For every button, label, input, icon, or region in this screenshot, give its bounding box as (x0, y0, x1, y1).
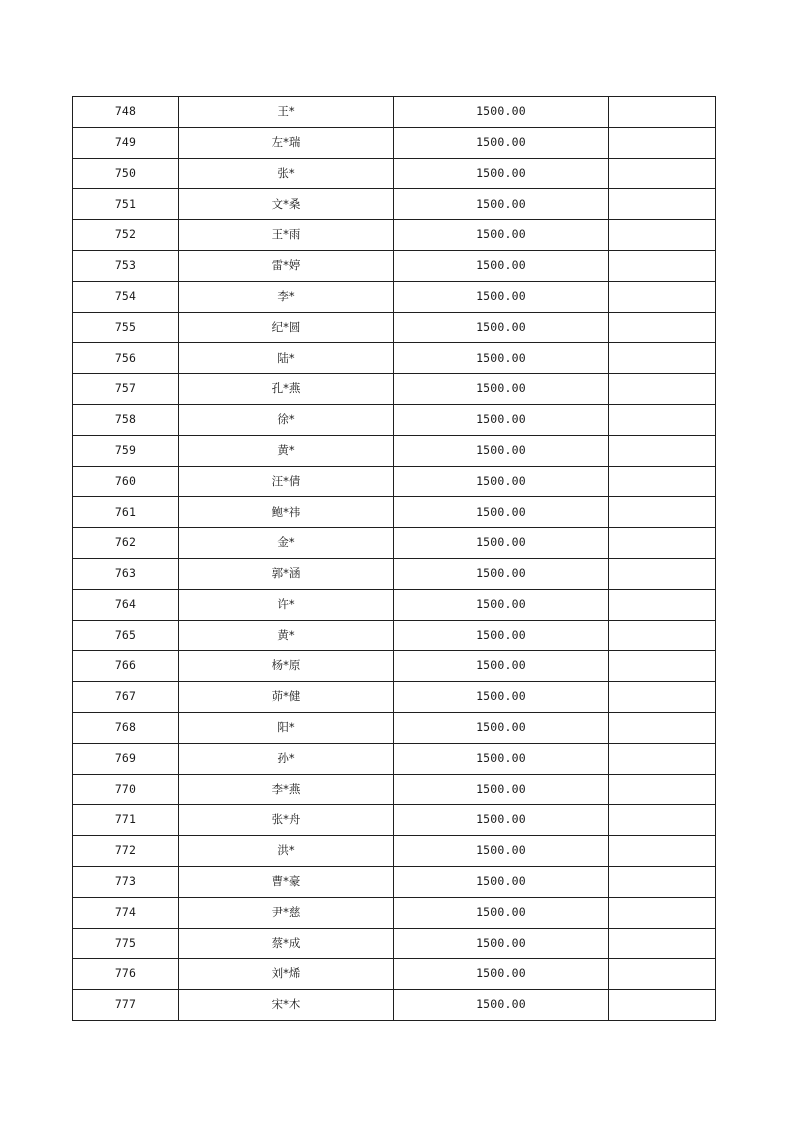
table-row (73, 589, 716, 620)
table-row (73, 497, 716, 528)
table-row (73, 959, 716, 990)
amount-cell: 1500.00 (394, 836, 609, 867)
row-number-cell: 765 (73, 620, 179, 651)
table-row (73, 712, 716, 743)
amount-cell: 1500.00 (394, 743, 609, 774)
amount-cell: 1500.00 (394, 435, 609, 466)
note-cell (609, 404, 716, 435)
note-cell (609, 959, 716, 990)
row-number-cell: 768 (73, 712, 179, 743)
row-number-cell: 761 (73, 497, 179, 528)
note-cell (609, 866, 716, 897)
amount-cell: 1500.00 (394, 281, 609, 312)
row-number-cell: 759 (73, 435, 179, 466)
amount-cell: 1500.00 (394, 220, 609, 251)
note-cell (609, 158, 716, 189)
table-row (73, 435, 716, 466)
row-number-cell: 775 (73, 928, 179, 959)
row-number-cell: 766 (73, 651, 179, 682)
name-cell: 蔡*成 (179, 928, 394, 959)
row-number-cell: 758 (73, 404, 179, 435)
name-cell: 金* (179, 528, 394, 559)
roster-table (72, 96, 716, 1021)
table-row (73, 743, 716, 774)
amount-cell: 1500.00 (394, 312, 609, 343)
name-cell: 黄* (179, 620, 394, 651)
note-cell (609, 620, 716, 651)
row-number-cell: 769 (73, 743, 179, 774)
table-row (73, 404, 716, 435)
amount-cell: 1500.00 (394, 558, 609, 589)
note-cell (609, 651, 716, 682)
row-number-cell: 749 (73, 127, 179, 158)
name-cell: 尹*慈 (179, 897, 394, 928)
table-row (73, 281, 716, 312)
note-cell (609, 836, 716, 867)
name-cell: 文*桑 (179, 189, 394, 220)
table-row (73, 558, 716, 589)
name-cell: 李* (179, 281, 394, 312)
name-cell: 鲍*祎 (179, 497, 394, 528)
note-cell (609, 743, 716, 774)
note-cell (609, 928, 716, 959)
note-cell (609, 897, 716, 928)
row-number-cell: 750 (73, 158, 179, 189)
note-cell (609, 435, 716, 466)
table-row (73, 127, 716, 158)
note-cell (609, 374, 716, 405)
name-cell: 郭*涵 (179, 558, 394, 589)
row-number-cell: 767 (73, 682, 179, 713)
amount-cell: 1500.00 (394, 158, 609, 189)
amount-cell: 1500.00 (394, 97, 609, 128)
row-number-cell: 762 (73, 528, 179, 559)
note-cell (609, 343, 716, 374)
note-cell (609, 682, 716, 713)
row-number-cell: 777 (73, 990, 179, 1021)
note-cell (609, 97, 716, 128)
note-cell (609, 589, 716, 620)
row-number-cell: 754 (73, 281, 179, 312)
amount-cell: 1500.00 (394, 620, 609, 651)
name-cell: 洪* (179, 836, 394, 867)
name-cell: 张*舟 (179, 805, 394, 836)
row-number-cell: 751 (73, 189, 179, 220)
name-cell: 王* (179, 97, 394, 128)
note-cell (609, 497, 716, 528)
table-row (73, 528, 716, 559)
name-cell: 许* (179, 589, 394, 620)
name-cell: 阳* (179, 712, 394, 743)
row-number-cell: 772 (73, 836, 179, 867)
name-cell: 黄* (179, 435, 394, 466)
table-row (73, 220, 716, 251)
row-number-cell: 771 (73, 805, 179, 836)
name-cell: 茆*健 (179, 682, 394, 713)
amount-cell: 1500.00 (394, 805, 609, 836)
table-row (73, 466, 716, 497)
amount-cell: 1500.00 (394, 404, 609, 435)
amount-cell: 1500.00 (394, 250, 609, 281)
name-cell: 孔*燕 (179, 374, 394, 405)
amount-cell: 1500.00 (394, 589, 609, 620)
name-cell: 雷*婷 (179, 250, 394, 281)
name-cell: 左*瑞 (179, 127, 394, 158)
amount-cell: 1500.00 (394, 928, 609, 959)
table-row (73, 158, 716, 189)
amount-cell: 1500.00 (394, 189, 609, 220)
table-row (73, 189, 716, 220)
amount-cell: 1500.00 (394, 466, 609, 497)
name-cell: 纪*圆 (179, 312, 394, 343)
amount-cell: 1500.00 (394, 774, 609, 805)
roster-table-body (73, 97, 716, 1021)
note-cell (609, 558, 716, 589)
row-number-cell: 760 (73, 466, 179, 497)
table-row (73, 805, 716, 836)
name-cell: 汪*倩 (179, 466, 394, 497)
note-cell (609, 250, 716, 281)
table-row (73, 651, 716, 682)
note-cell (609, 220, 716, 251)
name-cell: 孙* (179, 743, 394, 774)
row-number-cell: 748 (73, 97, 179, 128)
name-cell: 陆* (179, 343, 394, 374)
row-number-cell: 752 (73, 220, 179, 251)
row-number-cell: 753 (73, 250, 179, 281)
row-number-cell: 755 (73, 312, 179, 343)
name-cell: 曹*豪 (179, 866, 394, 897)
amount-cell: 1500.00 (394, 959, 609, 990)
name-cell: 王*雨 (179, 220, 394, 251)
row-number-cell: 773 (73, 866, 179, 897)
amount-cell: 1500.00 (394, 712, 609, 743)
name-cell: 刘*烯 (179, 959, 394, 990)
note-cell (609, 127, 716, 158)
row-number-cell: 756 (73, 343, 179, 374)
table-row (73, 866, 716, 897)
table-row (73, 682, 716, 713)
table-row (73, 774, 716, 805)
note-cell (609, 189, 716, 220)
amount-cell: 1500.00 (394, 127, 609, 158)
note-cell (609, 712, 716, 743)
name-cell: 徐* (179, 404, 394, 435)
amount-cell: 1500.00 (394, 897, 609, 928)
table-row (73, 343, 716, 374)
amount-cell: 1500.00 (394, 682, 609, 713)
amount-cell: 1500.00 (394, 990, 609, 1021)
table-row (73, 990, 716, 1021)
table-row (73, 620, 716, 651)
name-cell: 杨*原 (179, 651, 394, 682)
name-cell: 宋*木 (179, 990, 394, 1021)
amount-cell: 1500.00 (394, 497, 609, 528)
table-row (73, 250, 716, 281)
table-row (73, 836, 716, 867)
note-cell (609, 805, 716, 836)
note-cell (609, 466, 716, 497)
amount-cell: 1500.00 (394, 343, 609, 374)
name-cell: 李*燕 (179, 774, 394, 805)
table-row (73, 312, 716, 343)
note-cell (609, 528, 716, 559)
name-cell: 张* (179, 158, 394, 189)
row-number-cell: 757 (73, 374, 179, 405)
amount-cell: 1500.00 (394, 528, 609, 559)
note-cell (609, 281, 716, 312)
amount-cell: 1500.00 (394, 374, 609, 405)
amount-cell: 1500.00 (394, 866, 609, 897)
note-cell (609, 312, 716, 343)
row-number-cell: 770 (73, 774, 179, 805)
note-cell (609, 990, 716, 1021)
table-row (73, 928, 716, 959)
table-row (73, 374, 716, 405)
row-number-cell: 774 (73, 897, 179, 928)
table-row (73, 97, 716, 128)
row-number-cell: 776 (73, 959, 179, 990)
row-number-cell: 764 (73, 589, 179, 620)
table-row (73, 897, 716, 928)
amount-cell: 1500.00 (394, 651, 609, 682)
row-number-cell: 763 (73, 558, 179, 589)
note-cell (609, 774, 716, 805)
